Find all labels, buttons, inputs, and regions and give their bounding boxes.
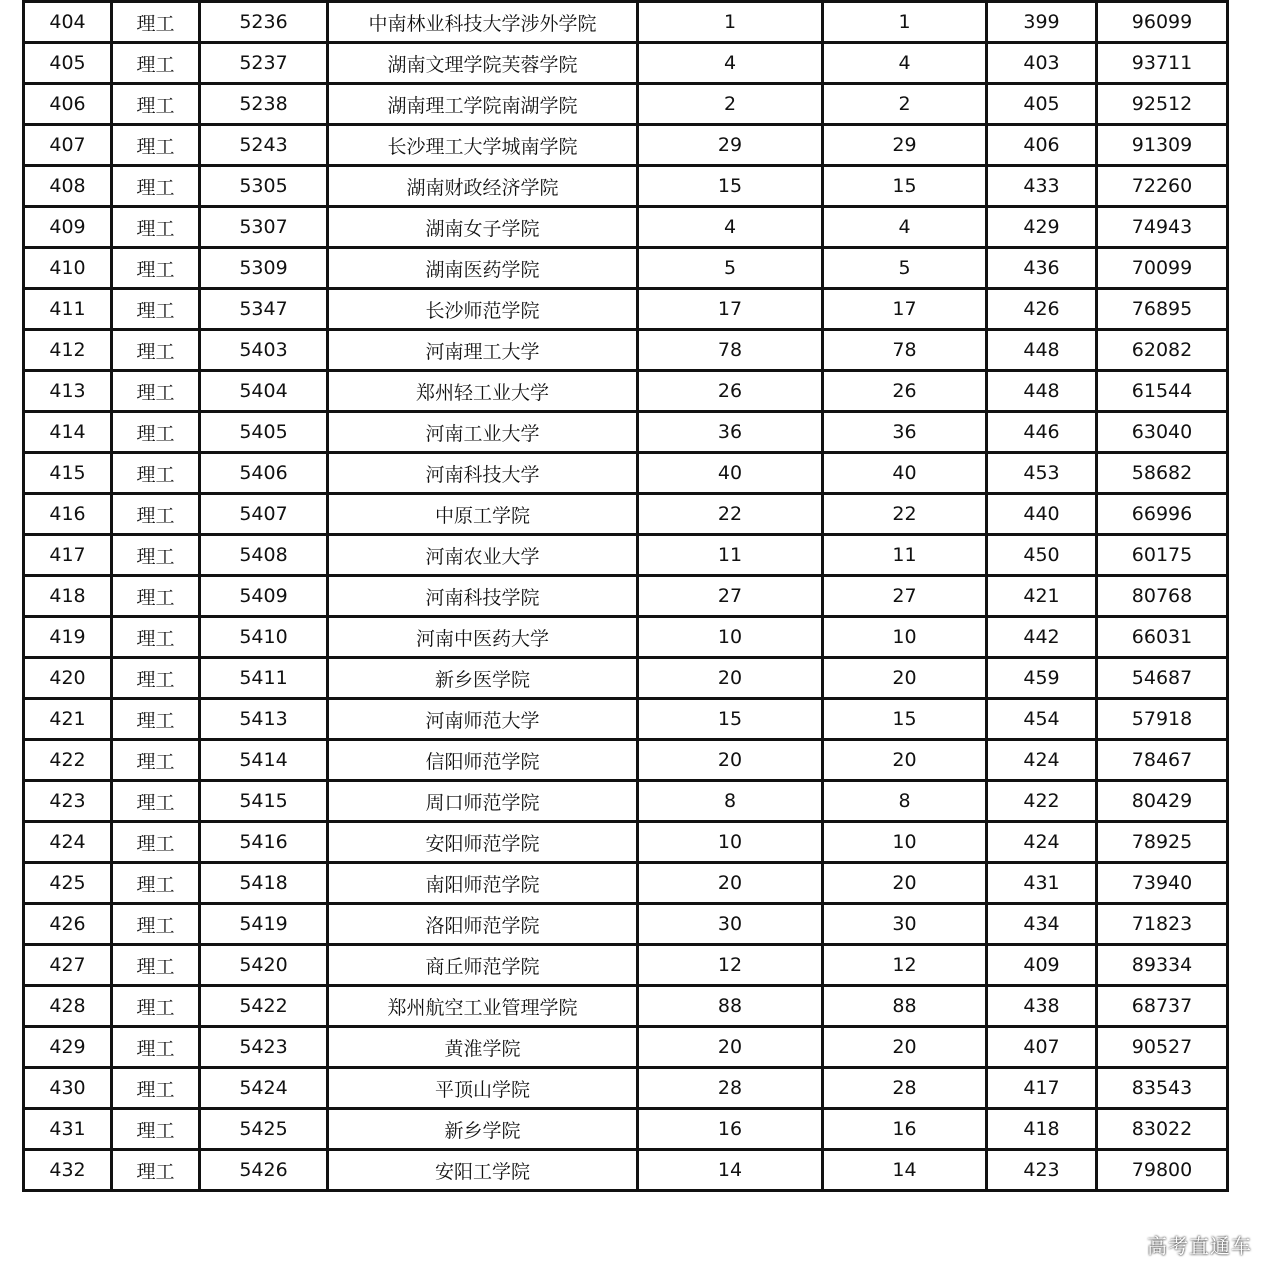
- table-row: [24, 207, 1228, 248]
- category-cell: 理工: [112, 371, 200, 412]
- category-cell: 理工: [112, 822, 200, 863]
- category-cell: 理工: [112, 740, 200, 781]
- table-row: [24, 822, 1228, 863]
- school-name-cell: 湖南理工学院南湖学院: [328, 84, 638, 125]
- category-cell: 理工: [112, 617, 200, 658]
- min-score-cell: 459: [987, 658, 1097, 699]
- serial-cell: 409: [24, 207, 112, 248]
- plan-count-cell: 20: [638, 740, 823, 781]
- admitted-count-cell: 20: [823, 1027, 987, 1068]
- min-rank-cell: 71823: [1097, 904, 1228, 945]
- table-row: [24, 371, 1228, 412]
- table-row: [24, 43, 1228, 84]
- min-rank-cell: 96099: [1097, 2, 1228, 43]
- plan-count-cell: 12: [638, 945, 823, 986]
- serial-cell: 425: [24, 863, 112, 904]
- school-name-cell: 中原工学院: [328, 494, 638, 535]
- serial-cell: 416: [24, 494, 112, 535]
- plan-count-cell: 4: [638, 43, 823, 84]
- school-code-cell: 5309: [200, 248, 328, 289]
- data-table-container: [22, 0, 1226, 1192]
- category-cell: 理工: [112, 166, 200, 207]
- admitted-count-cell: 20: [823, 658, 987, 699]
- min-score-cell: 438: [987, 986, 1097, 1027]
- serial-cell: 407: [24, 125, 112, 166]
- school-name-cell: 黄淮学院: [328, 1027, 638, 1068]
- plan-count-cell: 29: [638, 125, 823, 166]
- school-name-cell: 河南科技学院: [328, 576, 638, 617]
- school-code-cell: 5413: [200, 699, 328, 740]
- school-name-cell: 郑州轻工业大学: [328, 371, 638, 412]
- plan-count-cell: 17: [638, 289, 823, 330]
- table-row: [24, 945, 1228, 986]
- min-score-cell: 454: [987, 699, 1097, 740]
- category-cell: 理工: [112, 1109, 200, 1150]
- min-rank-cell: 60175: [1097, 535, 1228, 576]
- min-rank-cell: 68737: [1097, 986, 1228, 1027]
- min-score-cell: 450: [987, 535, 1097, 576]
- table-row: [24, 84, 1228, 125]
- admitted-count-cell: 4: [823, 207, 987, 248]
- table-row: [24, 986, 1228, 1027]
- school-name-cell: 中南林业科技大学涉外学院: [328, 2, 638, 43]
- serial-cell: 414: [24, 412, 112, 453]
- school-code-cell: 5236: [200, 2, 328, 43]
- min-rank-cell: 78925: [1097, 822, 1228, 863]
- admitted-count-cell: 36: [823, 412, 987, 453]
- plan-count-cell: 11: [638, 535, 823, 576]
- table-row: [24, 740, 1228, 781]
- min-rank-cell: 74943: [1097, 207, 1228, 248]
- min-score-cell: 434: [987, 904, 1097, 945]
- table-row: [24, 330, 1228, 371]
- plan-count-cell: 5: [638, 248, 823, 289]
- serial-cell: 431: [24, 1109, 112, 1150]
- admitted-count-cell: 1: [823, 2, 987, 43]
- table-row: [24, 535, 1228, 576]
- table-row: [24, 248, 1228, 289]
- school-code-cell: 5419: [200, 904, 328, 945]
- min-rank-cell: 76895: [1097, 289, 1228, 330]
- min-score-cell: 407: [987, 1027, 1097, 1068]
- category-cell: 理工: [112, 781, 200, 822]
- admitted-count-cell: 15: [823, 699, 987, 740]
- serial-cell: 415: [24, 453, 112, 494]
- min-rank-cell: 54687: [1097, 658, 1228, 699]
- school-name-cell: 河南工业大学: [328, 412, 638, 453]
- school-name-cell: 长沙师范学院: [328, 289, 638, 330]
- school-name-cell: 河南农业大学: [328, 535, 638, 576]
- category-cell: 理工: [112, 1027, 200, 1068]
- min-rank-cell: 89334: [1097, 945, 1228, 986]
- min-score-cell: 448: [987, 330, 1097, 371]
- table-row: [24, 863, 1228, 904]
- admitted-count-cell: 40: [823, 453, 987, 494]
- min-score-cell: 446: [987, 412, 1097, 453]
- plan-count-cell: 14: [638, 1150, 823, 1191]
- category-cell: 理工: [112, 658, 200, 699]
- admitted-count-cell: 14: [823, 1150, 987, 1191]
- plan-count-cell: 28: [638, 1068, 823, 1109]
- min-score-cell: 442: [987, 617, 1097, 658]
- admitted-count-cell: 30: [823, 904, 987, 945]
- serial-cell: 413: [24, 371, 112, 412]
- min-score-cell: 422: [987, 781, 1097, 822]
- min-score-cell: 421: [987, 576, 1097, 617]
- serial-cell: 421: [24, 699, 112, 740]
- plan-count-cell: 15: [638, 166, 823, 207]
- admitted-count-cell: 10: [823, 822, 987, 863]
- plan-count-cell: 10: [638, 822, 823, 863]
- school-code-cell: 5307: [200, 207, 328, 248]
- school-code-cell: 5426: [200, 1150, 328, 1191]
- plan-count-cell: 10: [638, 617, 823, 658]
- plan-count-cell: 8: [638, 781, 823, 822]
- table-row: [24, 781, 1228, 822]
- plan-count-cell: 16: [638, 1109, 823, 1150]
- min-score-cell: 448: [987, 371, 1097, 412]
- school-name-cell: 新乡学院: [328, 1109, 638, 1150]
- admission-table: [22, 0, 1229, 1192]
- school-name-cell: 南阳师范学院: [328, 863, 638, 904]
- admitted-count-cell: 10: [823, 617, 987, 658]
- category-cell: 理工: [112, 453, 200, 494]
- table-row: [24, 699, 1228, 740]
- min-rank-cell: 93711: [1097, 43, 1228, 84]
- school-code-cell: 5414: [200, 740, 328, 781]
- school-name-cell: 商丘师范学院: [328, 945, 638, 986]
- min-score-cell: 423: [987, 1150, 1097, 1191]
- admitted-count-cell: 27: [823, 576, 987, 617]
- min-score-cell: 424: [987, 740, 1097, 781]
- serial-cell: 417: [24, 535, 112, 576]
- serial-cell: 422: [24, 740, 112, 781]
- plan-count-cell: 88: [638, 986, 823, 1027]
- school-code-cell: 5422: [200, 986, 328, 1027]
- plan-count-cell: 30: [638, 904, 823, 945]
- min-score-cell: 436: [987, 248, 1097, 289]
- school-name-cell: 湖南医药学院: [328, 248, 638, 289]
- min-score-cell: 403: [987, 43, 1097, 84]
- min-rank-cell: 66996: [1097, 494, 1228, 535]
- school-name-cell: 湖南女子学院: [328, 207, 638, 248]
- category-cell: 理工: [112, 289, 200, 330]
- admitted-count-cell: 11: [823, 535, 987, 576]
- watermark-text: 高考直通车: [1147, 1234, 1252, 1258]
- admitted-count-cell: 16: [823, 1109, 987, 1150]
- serial-cell: 418: [24, 576, 112, 617]
- table-row: [24, 1068, 1228, 1109]
- school-name-cell: 河南理工大学: [328, 330, 638, 371]
- serial-cell: 424: [24, 822, 112, 863]
- serial-cell: 419: [24, 617, 112, 658]
- serial-cell: 428: [24, 986, 112, 1027]
- school-code-cell: 5411: [200, 658, 328, 699]
- table-row: [24, 658, 1228, 699]
- serial-cell: 405: [24, 43, 112, 84]
- table-row: [24, 617, 1228, 658]
- serial-cell: 412: [24, 330, 112, 371]
- plan-count-cell: 36: [638, 412, 823, 453]
- school-name-cell: 湖南财政经济学院: [328, 166, 638, 207]
- school-name-cell: 郑州航空工业管理学院: [328, 986, 638, 1027]
- admitted-count-cell: 12: [823, 945, 987, 986]
- category-cell: 理工: [112, 699, 200, 740]
- school-code-cell: 5416: [200, 822, 328, 863]
- school-code-cell: 5407: [200, 494, 328, 535]
- min-rank-cell: 83543: [1097, 1068, 1228, 1109]
- min-rank-cell: 90527: [1097, 1027, 1228, 1068]
- min-rank-cell: 83022: [1097, 1109, 1228, 1150]
- min-rank-cell: 66031: [1097, 617, 1228, 658]
- category-cell: 理工: [112, 330, 200, 371]
- min-rank-cell: 91309: [1097, 125, 1228, 166]
- school-code-cell: 5243: [200, 125, 328, 166]
- min-rank-cell: 62082: [1097, 330, 1228, 371]
- school-code-cell: 5238: [200, 84, 328, 125]
- table-row: [24, 1027, 1228, 1068]
- category-cell: 理工: [112, 1150, 200, 1191]
- min-score-cell: 405: [987, 84, 1097, 125]
- min-score-cell: 417: [987, 1068, 1097, 1109]
- admitted-count-cell: 26: [823, 371, 987, 412]
- category-cell: 理工: [112, 2, 200, 43]
- min-rank-cell: 72260: [1097, 166, 1228, 207]
- admitted-count-cell: 88: [823, 986, 987, 1027]
- admitted-count-cell: 20: [823, 740, 987, 781]
- serial-cell: 426: [24, 904, 112, 945]
- table-row: [24, 125, 1228, 166]
- min-score-cell: 453: [987, 453, 1097, 494]
- plan-count-cell: 26: [638, 371, 823, 412]
- min-rank-cell: 92512: [1097, 84, 1228, 125]
- serial-cell: 410: [24, 248, 112, 289]
- serial-cell: 404: [24, 2, 112, 43]
- category-cell: 理工: [112, 945, 200, 986]
- category-cell: 理工: [112, 412, 200, 453]
- plan-count-cell: 20: [638, 863, 823, 904]
- min-score-cell: 409: [987, 945, 1097, 986]
- school-code-cell: 5410: [200, 617, 328, 658]
- plan-count-cell: 22: [638, 494, 823, 535]
- school-name-cell: 河南师范大学: [328, 699, 638, 740]
- plan-count-cell: 27: [638, 576, 823, 617]
- serial-cell: 408: [24, 166, 112, 207]
- min-rank-cell: 80429: [1097, 781, 1228, 822]
- school-name-cell: 湖南文理学院芙蓉学院: [328, 43, 638, 84]
- category-cell: 理工: [112, 248, 200, 289]
- table-body: [24, 2, 1228, 1191]
- serial-cell: 432: [24, 1150, 112, 1191]
- min-rank-cell: 61544: [1097, 371, 1228, 412]
- school-code-cell: 5403: [200, 330, 328, 371]
- school-code-cell: 5418: [200, 863, 328, 904]
- category-cell: 理工: [112, 535, 200, 576]
- category-cell: 理工: [112, 576, 200, 617]
- school-code-cell: 5406: [200, 453, 328, 494]
- table-row: [24, 904, 1228, 945]
- school-name-cell: 河南中医药大学: [328, 617, 638, 658]
- plan-count-cell: 4: [638, 207, 823, 248]
- admitted-count-cell: 15: [823, 166, 987, 207]
- min-score-cell: 418: [987, 1109, 1097, 1150]
- serial-cell: 430: [24, 1068, 112, 1109]
- admitted-count-cell: 29: [823, 125, 987, 166]
- category-cell: 理工: [112, 494, 200, 535]
- min-score-cell: 440: [987, 494, 1097, 535]
- school-code-cell: 5425: [200, 1109, 328, 1150]
- admitted-count-cell: 5: [823, 248, 987, 289]
- admitted-count-cell: 8: [823, 781, 987, 822]
- min-rank-cell: 80768: [1097, 576, 1228, 617]
- category-cell: 理工: [112, 207, 200, 248]
- school-code-cell: 5415: [200, 781, 328, 822]
- min-score-cell: 429: [987, 207, 1097, 248]
- category-cell: 理工: [112, 863, 200, 904]
- school-name-cell: 洛阳师范学院: [328, 904, 638, 945]
- category-cell: 理工: [112, 84, 200, 125]
- min-rank-cell: 78467: [1097, 740, 1228, 781]
- school-code-cell: 5237: [200, 43, 328, 84]
- school-code-cell: 5405: [200, 412, 328, 453]
- min-rank-cell: 73940: [1097, 863, 1228, 904]
- table-row: [24, 494, 1228, 535]
- min-score-cell: 424: [987, 822, 1097, 863]
- table-row: [24, 412, 1228, 453]
- min-score-cell: 399: [987, 2, 1097, 43]
- category-cell: 理工: [112, 125, 200, 166]
- min-score-cell: 406: [987, 125, 1097, 166]
- plan-count-cell: 1: [638, 2, 823, 43]
- school-name-cell: 河南科技大学: [328, 453, 638, 494]
- school-code-cell: 5408: [200, 535, 328, 576]
- serial-cell: 420: [24, 658, 112, 699]
- min-score-cell: 431: [987, 863, 1097, 904]
- school-code-cell: 5409: [200, 576, 328, 617]
- table-row: [24, 1109, 1228, 1150]
- serial-cell: 411: [24, 289, 112, 330]
- admitted-count-cell: 4: [823, 43, 987, 84]
- min-score-cell: 433: [987, 166, 1097, 207]
- table-row: [24, 289, 1228, 330]
- min-rank-cell: 70099: [1097, 248, 1228, 289]
- min-rank-cell: 58682: [1097, 453, 1228, 494]
- table-row: [24, 166, 1228, 207]
- serial-cell: 423: [24, 781, 112, 822]
- table-row: [24, 1150, 1228, 1191]
- serial-cell: 429: [24, 1027, 112, 1068]
- admitted-count-cell: 22: [823, 494, 987, 535]
- admitted-count-cell: 17: [823, 289, 987, 330]
- table-row: [24, 2, 1228, 43]
- school-code-cell: 5305: [200, 166, 328, 207]
- plan-count-cell: 40: [638, 453, 823, 494]
- school-name-cell: 信阳师范学院: [328, 740, 638, 781]
- serial-cell: 427: [24, 945, 112, 986]
- school-code-cell: 5424: [200, 1068, 328, 1109]
- table-row: [24, 576, 1228, 617]
- min-score-cell: 426: [987, 289, 1097, 330]
- category-cell: 理工: [112, 904, 200, 945]
- school-code-cell: 5420: [200, 945, 328, 986]
- admitted-count-cell: 20: [823, 863, 987, 904]
- table-row: [24, 453, 1228, 494]
- min-rank-cell: 57918: [1097, 699, 1228, 740]
- school-code-cell: 5347: [200, 289, 328, 330]
- min-rank-cell: 79800: [1097, 1150, 1228, 1191]
- plan-count-cell: 15: [638, 699, 823, 740]
- serial-cell: 406: [24, 84, 112, 125]
- admitted-count-cell: 2: [823, 84, 987, 125]
- admitted-count-cell: 28: [823, 1068, 987, 1109]
- min-rank-cell: 63040: [1097, 412, 1228, 453]
- school-name-cell: 平顶山学院: [328, 1068, 638, 1109]
- plan-count-cell: 2: [638, 84, 823, 125]
- category-cell: 理工: [112, 986, 200, 1027]
- category-cell: 理工: [112, 43, 200, 84]
- plan-count-cell: 20: [638, 658, 823, 699]
- school-name-cell: 安阳师范学院: [328, 822, 638, 863]
- plan-count-cell: 20: [638, 1027, 823, 1068]
- school-code-cell: 5404: [200, 371, 328, 412]
- plan-count-cell: 78: [638, 330, 823, 371]
- school-code-cell: 5423: [200, 1027, 328, 1068]
- school-name-cell: 安阳工学院: [328, 1150, 638, 1191]
- admitted-count-cell: 78: [823, 330, 987, 371]
- school-name-cell: 长沙理工大学城南学院: [328, 125, 638, 166]
- school-name-cell: 新乡医学院: [328, 658, 638, 699]
- category-cell: 理工: [112, 1068, 200, 1109]
- school-name-cell: 周口师范学院: [328, 781, 638, 822]
